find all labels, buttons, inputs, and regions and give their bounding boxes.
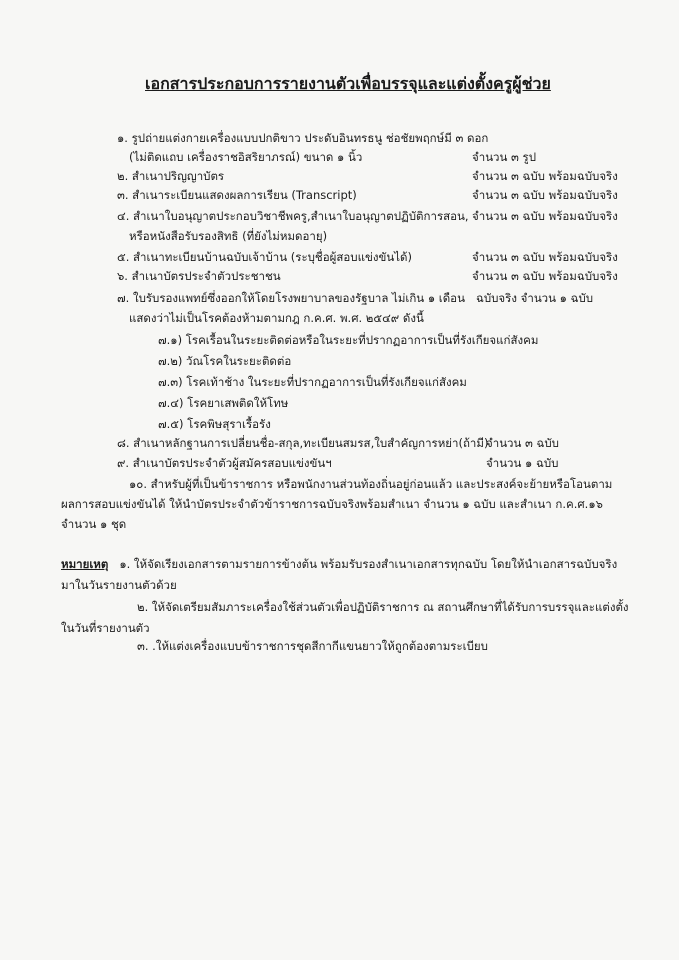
item-4-line-1: ๔. สำเนาใบอนุญาตประกอบวิชาชีพครู,สำเนาใบอนุญาตปฏิบัติการสอน,	[117, 209, 469, 223]
item-2: ๒. สำเนาปริญญาบัตร	[117, 169, 225, 183]
subitem-7-4: ๗.๔) โรคยาเสพติดให้โทษ	[158, 396, 289, 410]
subitem-7-3: ๗.๓) โรคเท้าช้าง ในระยะที่ปรากฏอาการเป็นที่รังเกียจแก่สังคม	[158, 375, 467, 389]
item-4-line-2: หรือหนังสือรับรองสิทธิ (ที่ยังไม่หมดอายุ)	[129, 229, 328, 243]
item-10-line-2: ผลการสอบแข่งขันได้ ให้นำบัตรประจำตัวข้าราชการฉบับจริงพร้อมสำเนา จำนวน ๑ ฉบับ และสำเนา ก.ค.ศ.๑๖	[61, 497, 603, 511]
note-label: หมายเหตุ	[61, 557, 109, 571]
item-1-qty: จำนวน ๓ รูป	[472, 150, 537, 164]
item-9-qty: จำนวน ๑ ฉบับ	[486, 456, 559, 470]
note-2-line-2: ในวันที่รายงานตัว	[61, 621, 150, 635]
subitem-7-2: ๗.๒) วัณโรคในระยะติดต่อ	[158, 354, 292, 368]
item-8-qty: จำนวน ๓ ฉบับ	[486, 436, 559, 450]
item-1-line-1: ๑. รูปถ่ายแต่งกายเครื่องแบบปกติขาว ประดับอินทรธนู ช่อชัยพฤกษ์มี ๓ ดอก	[117, 131, 489, 145]
note-2-line-1: ๒. ให้จัดเตรียมสัมภาระเครื่องใช้ส่วนตัวเพื่อปฏิบัติราชการ ณ สถานศึกษาที่ได้รับการบรรจุและแต่งตั้ง	[137, 600, 629, 614]
item-9: ๙. สำเนาบัตรประจำตัวผู้สมัครสอบแข่งขันฯ	[117, 456, 332, 470]
subitem-7-1: ๗.๑) โรคเรื้อนในระยะติดต่อหรือในระยะที่ปรากฏอาการเป็นที่รังเกียจแก่สังคม	[158, 333, 539, 347]
item-3-qty: จำนวน ๓ ฉบับ พร้อมฉบับจริง	[472, 188, 618, 202]
note-1-text: ๑. ให้จัดเรียงเอกสารตามรายการข้างต้น พร้อมรับรองสำเนาเอกสารทุกฉบับ โดยให้นำเอกสารฉบับจริง	[119, 557, 618, 571]
note-1-line-1	[61, 557, 617, 571]
item-7-line-1: ๗. ใบรับรองแพทย์ซึ่งออกให้โดยโรงพยาบาลของรัฐบาล ไม่เกิน ๑ เดือน	[117, 291, 465, 305]
item-6: ๖. สำเนาบัตรประจำตัวประชาชน	[117, 269, 281, 283]
item-5: ๕. สำเนาทะเบียนบ้านฉบับเจ้าบ้าน (ระบุชื่อผู้สอบแข่งขันได้)	[117, 250, 412, 264]
item-4-qty: จำนวน ๓ ฉบับ พร้อมฉบับจริง	[472, 209, 618, 223]
item-10-line-1: ๑๐. สำหรับผู้ที่เป็นข้าราชการ หรือพนักงานส่วนท้องถิ่นอยู่ก่อนแล้ว และประสงค์จะย้ายหรือโอนตาม	[129, 477, 613, 491]
item-1-line-2: (ไม่ติดแถบ เครื่องราชอิสริยาภรณ์) ขนาด ๑ นิ้ว	[129, 150, 363, 164]
item-10-line-3: จำนวน ๑ ชุด	[61, 517, 127, 531]
item-5-qty: จำนวน ๓ ฉบับ พร้อมฉบับจริง	[472, 250, 618, 264]
item-7-line-2: แสดงว่าไม่เป็นโรคต้องห้ามตามกฎ ก.ค.ศ. พ.ศ. ๒๕๔๙ ดังนี้	[129, 311, 424, 325]
note-1-line-2: มาในวันรายงานตัวด้วย	[61, 578, 177, 592]
subitem-7-5: ๗.๕) โรคพิษสุราเรื้อรัง	[158, 417, 271, 431]
item-2-qty: จำนวน ๓ ฉบับ พร้อมฉบับจริง	[472, 169, 618, 183]
item-6-qty: จำนวน ๓ ฉบับ พร้อมฉบับจริง	[472, 269, 618, 283]
note-3: ๓. .ให้แต่งเครื่องแบบข้าราชการชุดสีกากีแขนยาวให้ถูกต้องตามระเบียบ	[137, 639, 488, 653]
item-3: ๓. สำเนาระเบียนแสดงผลการเรียน (Transcript)	[117, 188, 357, 202]
item-7-qty: ฉบับจริง จำนวน ๑ ฉบับ	[476, 291, 594, 305]
document-title: เอกสารประกอบการรายงานตัวเพื่อบรรจุและแต่งตั้งครูผู้ช่วย	[145, 74, 551, 93]
item-8: ๘. สำเนาหลักฐานการเปลี่ยนชื่อ-สกุล,ทะเบียนสมรส,ใบสำคัญการหย่า(ถ้ามี)	[117, 436, 489, 450]
